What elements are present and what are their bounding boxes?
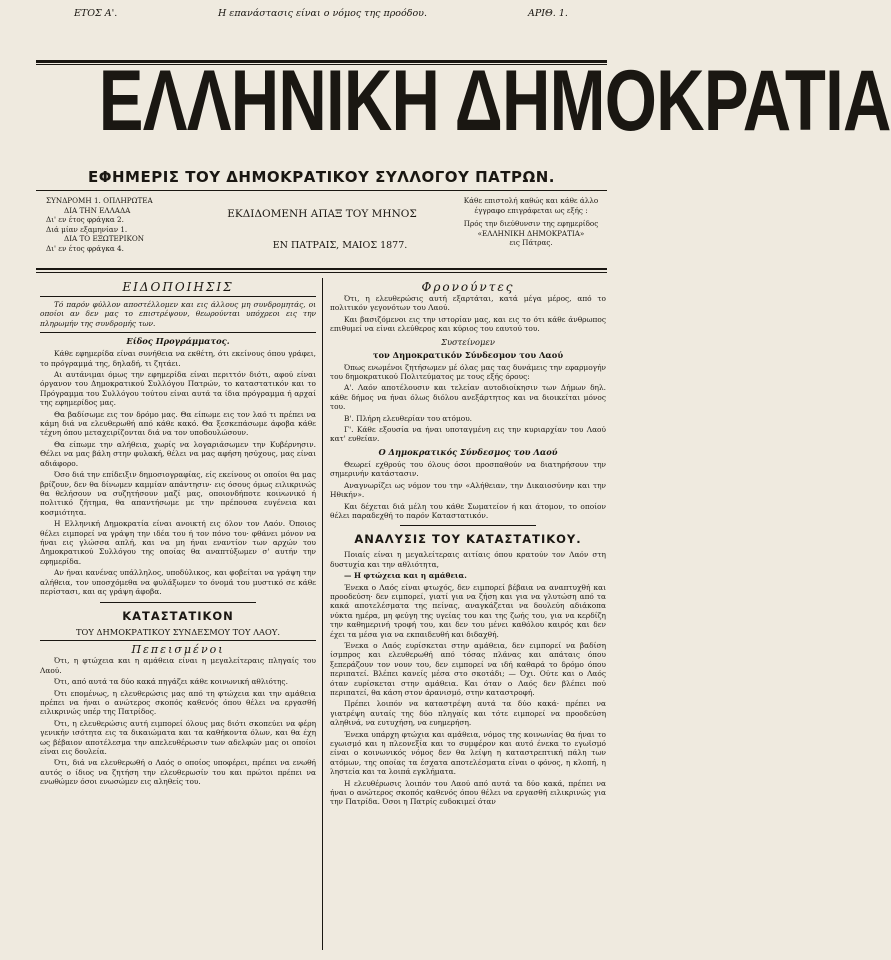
correspondence-line: εις Πάτρας.	[509, 238, 553, 247]
paragraph: Η ελευθέρωσις λοιπόν του Λαού από αυτά τα δύο κακά, πρέπει να ήναι ο ανώτερος σκοπός καθενός όπου θέλει να εργασθή ειλικρινώς για την Πατρίδα. Όσοι η Πατρίς ευδοκιμεί όταν	[330, 778, 606, 807]
paragraph: Όπως ενωμένοι ζητήσωμεν μέ όλας μας τας δυνάμεις την εφαρμογήν του δημοκρατικού Πολιτεύματος με τους εξής όρους:	[330, 362, 606, 382]
paragraph: Θα είπωμε την αλήθεια, χωρίς να λογαριάσωμεν την Κυβέρνησιν. Θέλει να μας βάλη στην φυλακή, θέλει να μας αφήση ησύχους, μας είναι αδιάφορο.	[40, 439, 316, 468]
subscription-line: ΔΙΑ ΤΗΝ ΕΛΛΑΔΑ	[64, 205, 131, 215]
subscription-line: ΣΥΝΔΡΟΜΗ 1. ΟΠΛΗΡΩΤΕΑ	[46, 196, 153, 205]
subscription-line: Δι' εν έτος φράγκα 2.	[46, 215, 124, 224]
divider	[400, 525, 536, 526]
paragraph: Ότι, η ελευθερώσις αυτή εξαρτάται, κατά μέγα μέρος, από το πολιτικόν γεγονότων του Λαού.	[330, 294, 606, 313]
issue-number: ΑΡΙΘ. 1.	[528, 8, 568, 19]
paragraph: Και βασιζόμενοι εις την ιστορίαν μας, και εις το ότι κάθε άνθρωπος επιθυμεί να είναι ελεύθερος και κύριος του εαυτού του.	[330, 314, 606, 334]
term: Γ'. Κάθε εξουσία να ήναι υποταγμένη εις την κυριαρχίαν του Λαού κατ' ευθείαν.	[330, 425, 606, 444]
unite-label: Συστείνομεν	[441, 336, 495, 347]
right-header: Φρονούντες	[421, 280, 515, 294]
paragraph: Όσο διά την επίδειξιν δημοσιογραφίας, είς εκείνους οι οποίοι θα μας βρίζουν, δεν θα δίνωμεν καμμίαν απάντησιν· εις όσους όμως ειλικρινώς θα θελήσουν να συζητήσουν μαζί μας, οποιονδήποτε κοινωνικό ή πολιτικό ζήτημα, θα απαντήσωμε με την πρέπουσα ευγένεια και κοσμιότητα.	[40, 470, 316, 517]
correspondence-line: Πρός την διεύθυνσιν της εφημερίδος	[463, 219, 599, 228]
publication-date: ΕΝ ΠΑΤΡΑΙΣ, ΜΑΙΟΣ 1877.	[272, 240, 408, 251]
paragraph: Πρέπει λοιπόν να καταστρέψη αυτά τα δύο κακά· πρέπει να γιατρέψη αυταίς της δύο πληγαίς και τότε ειμπορεί να προοδεύση αληθινά, να ευτυχήση, να ευημερήση.	[330, 699, 606, 728]
divider	[40, 332, 316, 333]
statute-paragraph: Ότι, από αυτά τα δύο κακά πηγάζει κάθε κοινωνική αθλιότης.	[54, 677, 288, 687]
subscription-line: Δι' εν έτος φράγκα 4.	[46, 243, 124, 253]
correspondence-info	[456, 196, 606, 248]
statute-paragraph: Ότι, διά να ελευθερωθή ο Λαός ο οποίος υποφέρει, πρέπει να ενωθή αυτός ο ίδιος να ζητήση την ελευθερωσίν του και πρώτοι πρέπει να ενωθώμεν όσοι ενωσώμεν εις αληθείς του.	[40, 758, 316, 787]
paragraph: Αναγνωρίζει ως νόμον του την «Αλήθειαν, την Δικαιοσύνην και την Ηθικήν».	[330, 480, 606, 500]
newspaper-title: ΕΛΛΗΝΙΚΗ ΔΗΜΟΚΡΑΤΙΑ	[98, 53, 891, 149]
statute-title: ΚΑΤΑΣΤΑΤΙΚΟΝ	[122, 609, 234, 624]
column-divider	[322, 278, 323, 950]
league-heading: Ο Δημοκρατικός Σύνδεσμος του Λαού	[378, 446, 558, 457]
left-column	[40, 280, 316, 952]
motto: Η επανάστασις είναι ο νόμος της προόδου.	[218, 8, 427, 19]
league-title: τον Δημοκρατικόν Σύνδεσμον του Λαού	[372, 349, 564, 360]
statute-paragraph: Ότι επομένως, η ελευθερώσις μας από τη φτώχεια και την αμάθεια πρέπει να ήναι ο ανώτερος σκοπός καθενός όπου θέλει να εργασθή ειλικρινώς υπέρ της Πατρίδος.	[40, 688, 316, 717]
correspondence-line: έγγραφο επιγράφεται ως εξής :	[474, 205, 588, 215]
subscription-line: Διά μίαν εξαμηνίαν 1.	[46, 224, 128, 234]
term: Α'. Λαόν αποτέλουσιν και τελείαν αυτοδιοίκησιν των Δήμων δηλ. κάθε δήμος να ήναι όλως διόλου ανεξάρτητος και να διοικείται μόνος του.	[330, 383, 606, 412]
notice-text: Τό παρόν φύλλον αποστέλλομεν και εις άλλους μη συνδρομητάς, οι οποίοι αν δεν μας το επιστρέψουν, θεωρούνται υπόχρεοι εις την πληρωμήν της συνδρομής των.	[40, 300, 316, 328]
paragraph: Ποιαίς είναι η μεγαλείτεραις αιτίαις όπου κρατούν τον Λαόν στη δυστυχία και την αθλιότητα,	[330, 550, 606, 569]
term: Β'. Πλήρη ελευθερίαν του ατόμου.	[344, 413, 473, 423]
paragraph: Και δέχεται διά μέλη του κάθε Σωματείον ή και άτομον, το οποίον θέλει παραδεχθή το παρόν Καταστατικόν.	[330, 501, 606, 520]
info-rule	[36, 268, 607, 270]
paragraph: Ένεκα υπάρχη φτώχια και αμάθεια, νόμος της κοινωνίας θα ήναι το εγωισμό και η πλεονεξία και το συμφέρον και αυτό ένεκα το εγωϊσμό είναι ο κοινωνικός νόμος δεν θα λείψη η καταστρεπτική πάλη των ατόμων, της οποίας τα έσχατα αποτελέσματα είναι ο φόνος, η κλοπή, η ληστεία και τα λοιπά εγκλήματα.	[330, 729, 606, 777]
right-column	[330, 280, 606, 952]
paragraph: Αι αυτάνιμαι όμως την εφημερίδα είναι περιττόν διότι, αφού είναι όργανον του Δημοκρατικού Συλλόγου Πατρών, το καταστατικόν και το Πρόγραμμα του Συλλόγου τούτου είναι αυτά τα ίδια πρόγραμμα ή αρχαί της εφημερίδος μας.	[40, 370, 316, 408]
paragraph: Η Ελληνική Δημοκρατία είναι ανοικτή εις όλον τον Λαόν. Όποιος θέλει ειμπορεί να γράψη την ιδέα του ή τον πόνο του· φθάνει μόνον να ήναι εις γλώσσα απλή, και να μη ήναι εναντίον των αρχών του Δημοκρατικού Συλλόγου της οποίας θα αναπτύξωμεν σ' αυτήν την εφημερίδα.	[40, 519, 316, 566]
paragraph: — Η φτώχεια και η αμάθεια.	[344, 571, 467, 581]
divider	[40, 296, 316, 297]
program-title: Είδος Προγράμματος.	[126, 336, 230, 347]
subscription-line: ΔΙΑ ΤΟ ΕΞΩΤΕΡΙΚΟΝ	[64, 234, 145, 243]
paragraph: Θα βαδίσωμε εις τον δρόμο μας. Θα είπωμε εις τον λαό τι πρέπει να κάμη διά να ελευθερωθή από κάθε κακό. Θα ξεσκεπάσωμε άφοβα κάθε τέχνη όπου μεταχειρίζονται διά να τον υποδουλώσουν.	[40, 409, 316, 438]
statute-subtitle: ΤΟΥ ΔΗΜΟΚΡΑΤΙΚΟΥ ΣΥΝΔΕΣΜΟΥ ΤΟΥ ΛΑΟΥ.	[76, 627, 280, 638]
newspaper-subtitle: ΕΦΗΜΕΡΙΣ ΤΟΥ ΔΗΜΟΚΡΑΤΙΚΟΥ ΣΥΛΛΟΓΟΥ ΠΑΤΡΩΝ.	[87, 168, 556, 186]
info-rule-thin	[36, 272, 607, 273]
paragraph: Κάθε εφημερίδα είναι συνήθεια να εκθέτη, ότι εκείνους όπου γράφει, το πρόγραμμά της, δηλαδή, τι ζητάει.	[40, 349, 316, 368]
correspondence-line: Κάθε επιστολή καθώς και κάθε άλλο	[463, 196, 599, 205]
year-label: ΕΤΟΣ Α'.	[74, 8, 118, 19]
masthead-topline	[36, 6, 607, 22]
divider	[40, 640, 316, 641]
analysis-title: ΑΝΑΛΥΣΙΣ ΤΟΥ ΚΑΤΑΣΤΑΤΙΚΟΥ.	[354, 532, 582, 547]
paragraph: Ένεκα ο Λαός είναι φτωχός, δεν ειμπορεί βέβαια να αναπτυχθή και προοδεύση· δεν ειμπορεί, γιατί για να ζήση και για να γλυτώση από τα κακά αποτελέσματα της πείνας, αναγκάζεται να δουλεύη αδιάκοπα νύκτα ημέρα, μη φεύγη της υγείας του και της ζωής του, για να κερδίζη την καθημερινή τροφή του, και δεν του μένει καθόλου καιρός και δεν έχει τα μέσα για να εκπαιδευθή και διδαχθή.	[330, 582, 606, 639]
subtitle-rule	[36, 190, 607, 191]
paragraph: Αν ήναι κανένας υπάλληλος, υποδύλικος, και φοβείται να γράψη την αλήθεια, τον υποσχόμεθα να φυλάξωμεν το όνομά του μυστικό σε κάθε περίστασι, και ας γράψη άφοβα.	[40, 568, 316, 596]
statute-paragraph: Ότι, η ελευθερώσις αυτή ειμπορεί όλους μας διότι σκοπεύει να φέρη γενικήν ισότητα εις τα δικαιώματα και τα καθήκοντα όλων, και θα έχη ως βέβαιον αποτέλεσμα την απελευθέρωσιν των αδελφών μας οι οποίοι είναι εις δουλεία.	[40, 718, 316, 757]
statute-paragraph: Ότι, η φτώχεια και η αμάθεια είναι η μεγαλείτεραις πληγαίς του Λαού.	[40, 656, 316, 675]
subscription-info	[46, 196, 153, 253]
notice-header: ΕΙΔΟΠΟΙΗΣΙΣ	[122, 280, 234, 294]
correspondence-line: «ΕΛΛΗΝΙΚΗ ΔΗΜΟΚΡΑΤΙΑ»	[477, 228, 585, 238]
paragraph: Θεωρεί εχθρούς του όλους όσοι προσπαθούν να διατηρήσουν την σημερινήν κατάστασιν.	[330, 459, 606, 479]
publication-frequency: ΕΚΔΙΔΟΜΕΝΗ ΑΠΑΞ ΤΟΥ ΜΗΝΟΣ	[227, 208, 417, 220]
divider	[100, 602, 256, 603]
believe-title: Πεπεισμένοι	[131, 643, 225, 657]
paragraph: Ένεκα ο Λαός ευρίσκεται στην αμάθεια, δεν ειμπορεί να βαδίση ίσμπρος και ελευθερωθή από τόσας πλάνας και απάταις όπου ξεπεράζουν τον νουν του, δεν ειμπορεί να ιδή καθαρά το δρόμο όπου περιπατεί. Βλέπει κανείς μέσα στο σκοτάδι; — Όχι. Ούτε και ο Λαός όταν ευρίσκεται στην αμάθεια. Και όταν ο Λαός δεν βλέπει πού περιπατεί, θα κάση στον άρανισμό, στην καταστροφή.	[330, 640, 606, 697]
